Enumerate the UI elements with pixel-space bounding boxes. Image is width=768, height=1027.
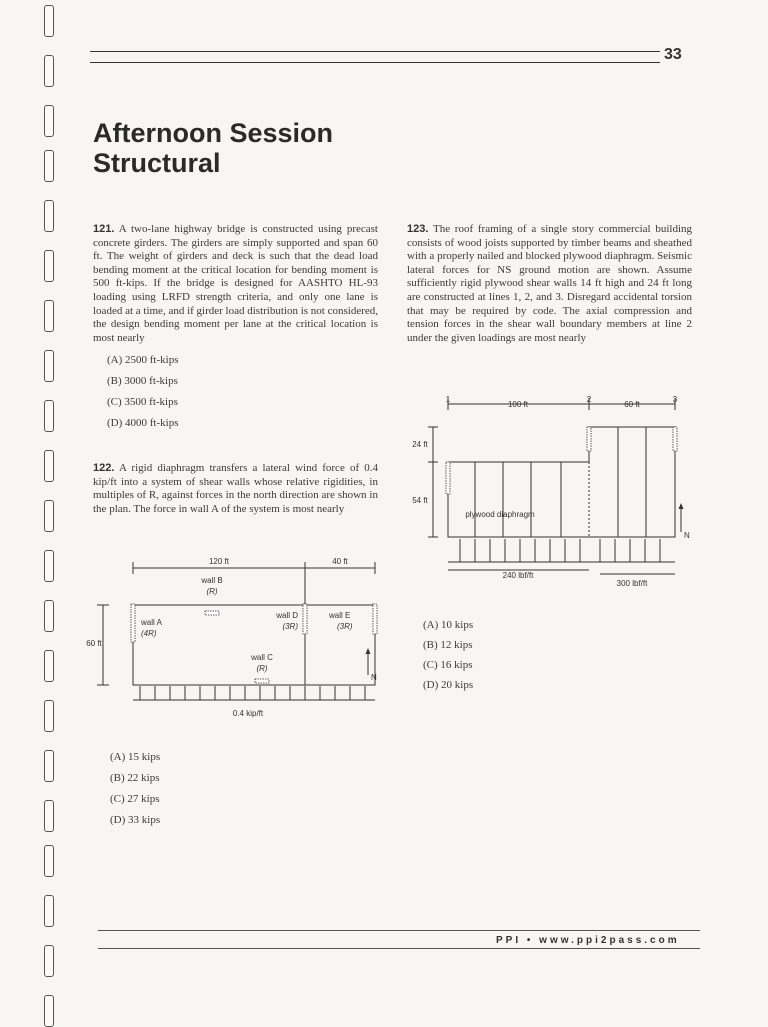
line-2-label: 2: [586, 395, 592, 404]
north-label: N: [371, 673, 377, 682]
wall-b-rigidity: (R): [206, 587, 218, 596]
shear-wall-line-2: [587, 427, 591, 451]
wall-c-label: wall C: [251, 653, 273, 662]
binder-hole: [44, 150, 54, 182]
binder-hole: [44, 300, 54, 332]
wall-d: [303, 604, 307, 634]
wall-e-label: wall E: [329, 611, 351, 620]
dim-24ft: 24 ft: [412, 440, 428, 449]
north-arrow-head: [679, 503, 684, 509]
dim-40ft: 40 ft: [332, 557, 348, 566]
choice-a[interactable]: (A) 10 kips: [423, 619, 474, 631]
wall-a-rigidity: (4R): [141, 629, 157, 638]
question-body: A rigid diaphragm transfers a lateral wind force of 0.4 kip/ft into a system of shear walls whose relative rigidities, in multiples of R, against forces in the north direction are shown in the plan. The force in wall A of the system is most nearly: [93, 462, 378, 515]
question-text: [93, 223, 378, 345]
footer-rule: [98, 930, 700, 931]
shear-wall-plan-figure: [85, 550, 395, 730]
choice-a[interactable]: (A) 15 kips: [110, 751, 161, 763]
north-label: N: [684, 531, 690, 540]
question-122-choices: [110, 750, 310, 827]
dim-60ft: 60 ft: [624, 400, 640, 409]
line-3-label: 3: [672, 395, 678, 404]
dim-60ft: 60 ft: [86, 639, 102, 648]
footer-text: PPI • www.ppi2pass.com: [496, 935, 680, 946]
wall-d-label: wall D: [276, 611, 298, 620]
choice-c[interactable]: (C) 16 kips: [423, 659, 473, 671]
choice-d[interactable]: (D) 33 kips: [110, 814, 161, 826]
page-number: 33: [664, 46, 682, 63]
question-number: 122.: [93, 462, 115, 474]
question-123: [407, 223, 692, 345]
wall-d-rigidity: (3R): [282, 622, 298, 631]
binder-hole: [44, 995, 54, 1027]
binder-hole: [44, 750, 54, 782]
shear-wall-line-3: [673, 427, 677, 451]
wall-c: [255, 679, 269, 683]
diaphragm-label: plywood diaphragm: [465, 510, 535, 519]
wall-a: [131, 604, 135, 642]
question-body: A two-lane highway bridge is constructed using precast concrete girders. The girders are simply supported and span 60 ft. The weight of girders and deck is such that the dead load bending moment at the critical location for bending moment is 500 ft-kips. If the bridge is designed for AASHTO HL-93 loading using LRFD strength criteria, and only one lane is loaded at a time, and if girder load distribution is not considered, the design bending moment per lane at the critical location is most nearly: [93, 223, 379, 344]
question-text: [93, 462, 378, 516]
line-1-label: 1: [445, 395, 451, 404]
wall-b: [205, 611, 219, 615]
choice-c[interactable]: (C) 27 kips: [110, 793, 160, 805]
answer-choices: [110, 750, 310, 827]
binder-hole: [44, 700, 54, 732]
wall-a-label: wall A: [141, 618, 162, 627]
binder-hole: [44, 550, 54, 582]
choice-c[interactable]: (C) 3500 ft-kips: [107, 396, 178, 409]
binder-hole: [44, 800, 54, 832]
header-rule: [90, 51, 660, 52]
choice-b[interactable]: (B) 22 kips: [110, 772, 160, 784]
binder-hole: [44, 200, 54, 232]
choice-d[interactable]: (D) 20 kips: [423, 679, 474, 691]
binder-hole: [44, 105, 54, 137]
choice-d[interactable]: (D) 4000 ft-kips: [107, 417, 179, 430]
header-rule: [90, 62, 660, 63]
load-right-label: 300 lbf/ft: [616, 579, 648, 588]
answer-choices: [107, 353, 378, 430]
answer-choices: [423, 618, 623, 692]
title-line-1: Afternoon Session: [93, 118, 334, 148]
north-arrow-head: [366, 648, 371, 654]
binder-hole: [44, 350, 54, 382]
title-line-2: Structural: [93, 148, 221, 178]
question-121: [93, 223, 378, 430]
binder-hole: [44, 500, 54, 532]
load-label: 0.4 kip/ft: [232, 709, 264, 718]
dim-120ft: 120 ft: [208, 557, 230, 566]
wall-b-label: wall B: [201, 576, 223, 585]
wall-e-rigidity: (3R): [337, 622, 353, 631]
load-left-label: 240 lbf/ft: [502, 571, 534, 580]
dim-100ft: 100 ft: [507, 400, 529, 409]
footer-rule: [98, 948, 700, 949]
roof-framing-figure: [400, 392, 700, 592]
wall-c-rigidity: (R): [256, 664, 268, 673]
binder-hole: [44, 600, 54, 632]
binder-hole: [44, 650, 54, 682]
question-body: The roof framing of a single story commercial building consists of wood joists supported by timber beams and sheathed with a properly nailed and blocked plywood diaphragm. Seismic lateral forces for NS ground motion are shown. Assume sufficiently rigid plywood shear walls 14 ft high and 24 ft long are constructed at lines 1, 2, and 3. Disregard accidental torsion that may be required by code. The axial compression and tension forces in the shear wall boundary members at line 2 under the given loadings are most nearly: [407, 223, 692, 344]
choice-a[interactable]: (A) 2500 ft-kips: [107, 354, 179, 367]
load-arrows: [140, 686, 365, 700]
binder-hole: [44, 945, 54, 977]
question-number: 121.: [93, 223, 115, 235]
binder-hole: [44, 5, 54, 37]
binder-holes: [40, 0, 64, 1024]
question-text: [407, 223, 692, 345]
binder-hole: [44, 450, 54, 482]
question-number: 123.: [407, 223, 429, 235]
choice-b[interactable]: (B) 12 kips: [423, 639, 473, 651]
binder-hole: [44, 55, 54, 87]
binder-hole: [44, 845, 54, 877]
question-123-choices: [423, 618, 623, 692]
shear-wall-line-1: [446, 462, 450, 494]
binder-hole: [44, 895, 54, 927]
binder-hole: [44, 400, 54, 432]
choice-b[interactable]: (B) 3000 ft-kips: [107, 375, 178, 388]
load-arrows: [460, 539, 660, 562]
binder-hole: [44, 250, 54, 282]
question-122: [93, 462, 378, 516]
page-title: [93, 118, 333, 178]
dim-54ft: 54 ft: [412, 496, 428, 505]
wall-e: [373, 604, 377, 634]
